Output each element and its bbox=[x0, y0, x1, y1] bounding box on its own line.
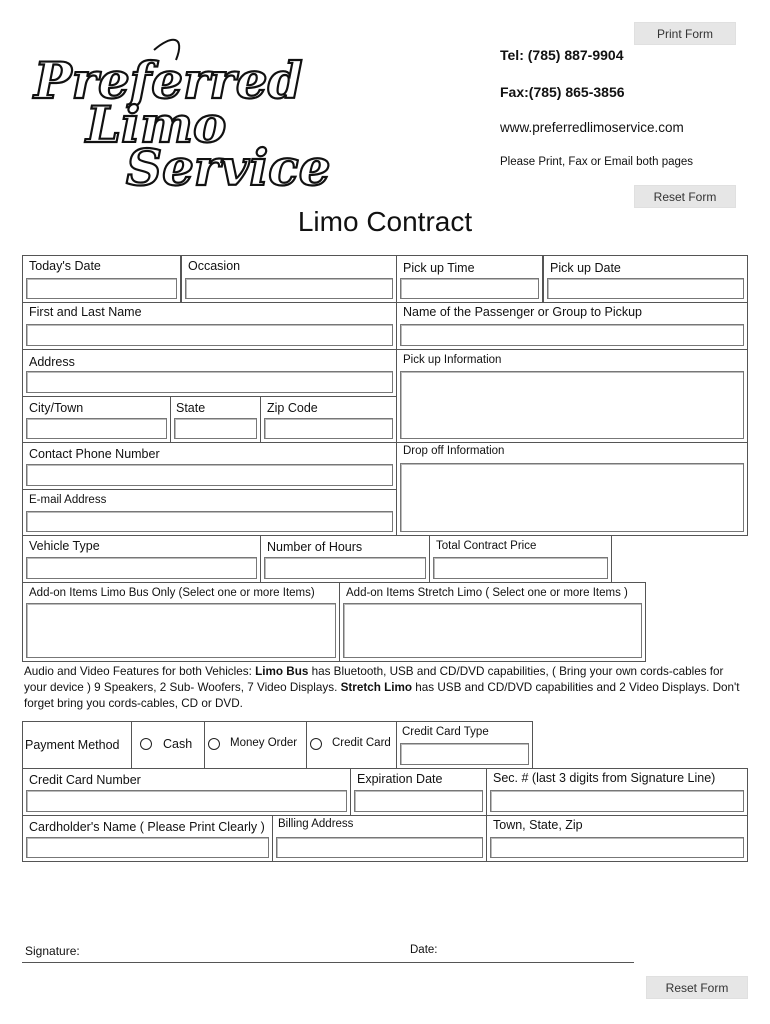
page-title: Limo Contract bbox=[297, 206, 473, 237]
card-number-label: Credit Card Number bbox=[29, 773, 141, 787]
address-label: Address bbox=[29, 355, 75, 369]
pickup-info-input[interactable] bbox=[400, 371, 744, 439]
card-number-input[interactable] bbox=[26, 790, 347, 812]
passenger-input[interactable] bbox=[400, 324, 744, 346]
hours-label: Number of Hours bbox=[267, 540, 363, 554]
zip-input[interactable] bbox=[264, 418, 393, 439]
email-input[interactable] bbox=[26, 511, 393, 532]
audio-video-note bbox=[24, 664, 744, 711]
signature-line[interactable] bbox=[22, 962, 634, 963]
pickup-date-label: Pick up Date bbox=[550, 261, 621, 275]
vehicle-label: Vehicle Type bbox=[29, 539, 100, 553]
town-state-zip-input[interactable] bbox=[490, 837, 744, 858]
money-order-label: Money Order bbox=[230, 737, 298, 749]
reset-form-button-top[interactable]: Reset Form bbox=[634, 185, 736, 208]
hours-input[interactable] bbox=[264, 557, 426, 579]
pickup-time-label: Pick up Time bbox=[403, 261, 475, 275]
pickup-time-input[interactable] bbox=[400, 278, 539, 299]
address-input[interactable] bbox=[26, 371, 393, 393]
cardholder-label: Cardholder's Name ( Please Print Clearly ) bbox=[29, 820, 265, 834]
total-input[interactable] bbox=[433, 557, 608, 579]
card-type-label: Credit Card Type bbox=[402, 726, 489, 738]
dropoff-info-input[interactable] bbox=[400, 463, 744, 532]
vehicle-input[interactable] bbox=[26, 557, 257, 579]
note-limo-bus: Limo Bus bbox=[255, 665, 309, 678]
pickup-date-input[interactable] bbox=[547, 278, 744, 299]
passenger-label: Name of the Passenger or Group to Pickup bbox=[403, 305, 643, 319]
credit-card-radio[interactable] bbox=[310, 738, 322, 750]
pickup-info-label: Pick up Information bbox=[403, 354, 502, 366]
zip-label: Zip Code bbox=[267, 401, 318, 415]
phone-input[interactable] bbox=[26, 464, 393, 486]
todays-date-label: Today's Date bbox=[29, 259, 101, 273]
note-stretch-limo: Stretch Limo bbox=[340, 680, 413, 694]
city-label: City/Town bbox=[29, 401, 84, 415]
sec-code-input[interactable] bbox=[490, 790, 744, 812]
occasion-input[interactable] bbox=[185, 278, 393, 299]
logo-word-limo: Limo bbox=[86, 95, 227, 154]
billing-label: Billing Address bbox=[278, 818, 354, 830]
sec-code-label: Sec. # (last 3 digits from Signature Line) bbox=[493, 771, 716, 785]
town-state-zip-label: Town, State, Zip bbox=[493, 818, 583, 832]
city-input[interactable] bbox=[26, 418, 167, 439]
state-input[interactable] bbox=[174, 418, 257, 439]
card-type-input[interactable] bbox=[400, 743, 529, 765]
money-order-radio[interactable] bbox=[208, 738, 220, 750]
occasion-label: Occasion bbox=[188, 259, 241, 273]
addon-stretch-label: Add-on Items Stretch Limo ( Select one or more Items ) bbox=[346, 587, 628, 599]
cardholder-input[interactable] bbox=[26, 837, 269, 858]
dropoff-info-label: Drop off Information bbox=[403, 445, 505, 457]
note-text-1: Audio and Video Features for both Vehicles: bbox=[24, 665, 256, 678]
addon-stretch-input[interactable] bbox=[343, 603, 642, 658]
addon-bus-input[interactable] bbox=[26, 603, 336, 658]
addon-bus-label: Add-on Items Limo Bus Only (Select one or more Items) bbox=[29, 587, 315, 599]
phone-number: Tel: (785) 887-9904 bbox=[500, 47, 624, 63]
credit-card-label: Credit Card bbox=[332, 737, 391, 749]
name-input[interactable] bbox=[26, 324, 393, 346]
company-logo bbox=[26, 30, 331, 197]
fax-number: Fax:(785) 865-3856 bbox=[500, 84, 625, 100]
cash-radio[interactable] bbox=[140, 738, 152, 750]
expiration-label: Expiration Date bbox=[357, 772, 443, 786]
instructions: Please Print, Fax or Email both pages bbox=[500, 156, 694, 168]
billing-input[interactable] bbox=[276, 837, 483, 858]
payment-method-label: Payment Method bbox=[25, 738, 120, 752]
logo-word-preferred: Preferred bbox=[34, 51, 303, 110]
todays-date-input[interactable] bbox=[26, 278, 177, 299]
date-label: Date: bbox=[410, 944, 438, 956]
website[interactable]: www.preferredlimoservice.com bbox=[500, 120, 684, 135]
cash-label: Cash bbox=[163, 737, 193, 751]
expiration-input[interactable] bbox=[354, 790, 483, 812]
print-form-button[interactable]: Print Form bbox=[634, 22, 736, 45]
note-text-3: has USB and CD/DVD capabilities and 2 Video Displays. Don't forget bring you cords-cables, CD or DVD. bbox=[24, 680, 740, 710]
note-text-2: has Bluetooth, USB and CD/DVD capabilities, ( Bring your own cords-cables for your device ) 9 Speakers, 2 Sub- Woofers, 7 Video Displays. bbox=[24, 665, 724, 694]
state-label: State bbox=[176, 401, 206, 415]
name-label: First and Last Name bbox=[29, 305, 142, 319]
email-label: E-mail Address bbox=[29, 494, 107, 506]
logo-word-service: Service bbox=[126, 138, 331, 197]
phone-label: Contact Phone Number bbox=[29, 447, 160, 461]
signature-label: Signature: bbox=[25, 944, 80, 958]
total-label: Total Contract Price bbox=[436, 540, 537, 552]
reset-form-button-bottom[interactable]: Reset Form bbox=[646, 976, 748, 999]
